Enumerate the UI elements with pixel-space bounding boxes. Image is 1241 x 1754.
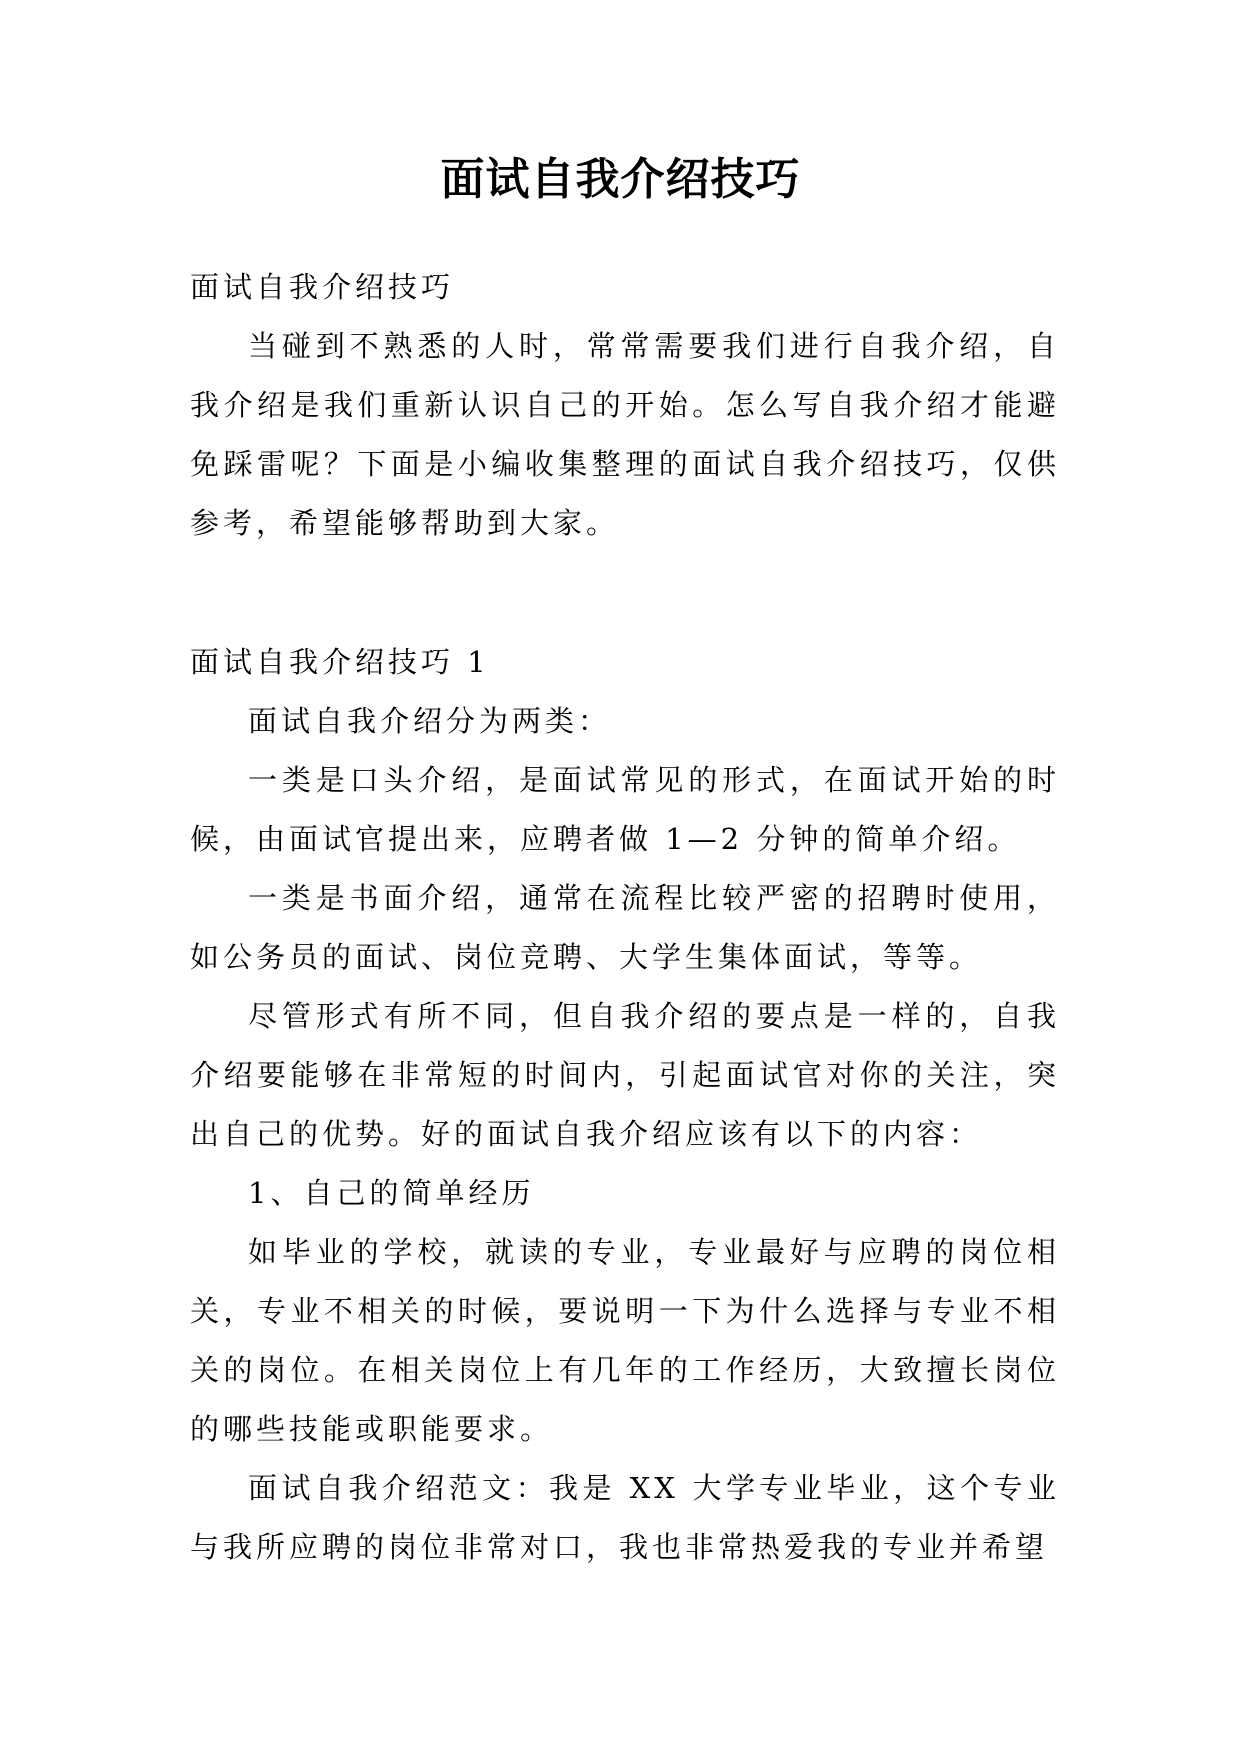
paragraph: 尽管形式有所不同，但自我介绍的要点是一样的，自我介绍要能够在非常短的时间内，引起面试官对你的关注，突出自己的优势。好的面试自我介绍应该有以下的内容： [190, 999, 1060, 1151]
paragraph: 面试自我介绍范文：我是 XX 大学专业毕业，这个专业与我所应聘的岗位非常对口，我也非常热爱我的专业并希望 [190, 1471, 1060, 1564]
paragraph: 如毕业的学校，就读的专业，专业最好与应聘的岗位相关，专业不相关的时候，要说明一下为什么选择与专业不相关的岗位。在相关岗位上有几年的工作经历，大致擅长岗位的哪些技能或职能要求。 [190, 1235, 1060, 1446]
body-section-1 [190, 633, 1060, 1577]
section-heading: 面试自我介绍技巧 1 [190, 645, 490, 679]
paragraph: 面试自我介绍分为两类： [248, 704, 612, 738]
document-title: 面试自我介绍技巧 [440, 154, 801, 205]
paragraph: 当碰到不熟悉的人时，常常需要我们进行自我介绍，自我介绍是我们重新认识自己的开始。怎么写自我介绍才能避免踩雷呢？下面是小编收集整理的面试自我介绍技巧，仅供参考，希望能够帮助到大家。 [190, 329, 1060, 540]
section-heading: 面试自我介绍技巧 [190, 270, 455, 304]
paragraph: 一类是口头介绍，是面试常见的形式，在面试开始的时候，由面试官提出来，应聘者做 1—2 分钟的简单介绍。 [190, 763, 1060, 856]
paragraph: 一类是书面介绍，通常在流程比较严密的招聘时使用，如公务员的面试、岗位竞聘、大学生集体面试，等等。 [190, 881, 1060, 974]
list-item-heading: 1、自己的简单经历 [248, 1176, 535, 1210]
body-section-intro [190, 258, 1060, 553]
